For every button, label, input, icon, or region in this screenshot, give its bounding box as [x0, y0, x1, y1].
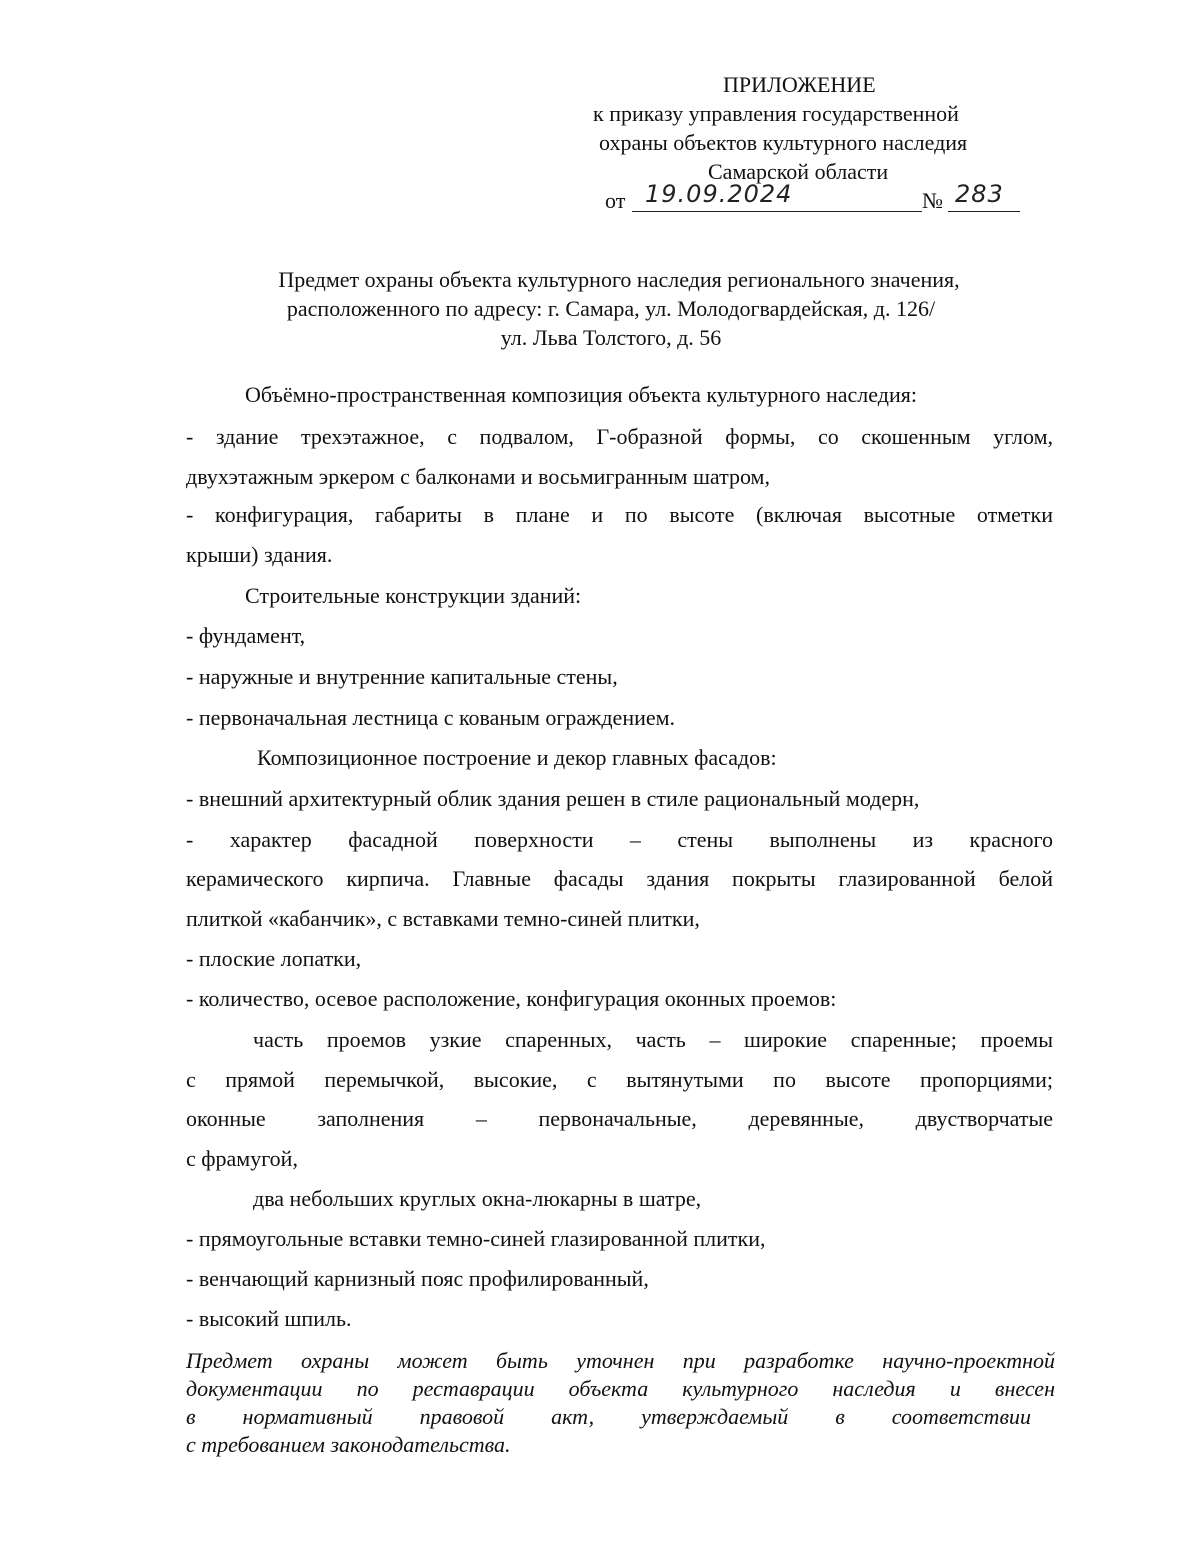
list-item: - фундамент, — [186, 623, 306, 648]
body-line: крыши) здания. — [186, 542, 333, 567]
list-item: - высокий шпиль. — [186, 1306, 352, 1331]
note-line: в нормативный правовой акт, утверждаемый в соответствии — [186, 1404, 1031, 1429]
appendix-line-1: к приказу управления государственной — [593, 101, 959, 126]
body-line: часть проемов узкие спаренных, часть – широкие спаренные; проемы — [253, 1027, 1053, 1052]
date-prefix: от — [605, 188, 626, 213]
body-line: керамического кирпича. Главные фасады здания покрыты глазированной белой — [186, 866, 1053, 891]
body-line: плиткой «кабанчик», с вставками темно-синей плитки, — [186, 906, 700, 931]
handwritten-date: 19.09.2024 — [645, 180, 793, 208]
number-underline — [948, 211, 1020, 212]
note-line: Предмет охраны может быть уточнен при разработке научно-проектной — [186, 1348, 1055, 1373]
appendix-title: ПРИЛОЖЕНИЕ — [723, 72, 876, 97]
body-line: двухэтажным эркером с балконами и восьмигранным шатром, — [186, 464, 770, 489]
body-line: с фрамугой, — [186, 1146, 298, 1171]
body-line: два небольших круглых окна-люкарны в шатре, — [253, 1186, 702, 1211]
list-item: - плоские лопатки, — [186, 946, 362, 971]
list-item: - наружные и внутренние капитальные стены, — [186, 664, 618, 689]
list-item: - прямоугольные вставки темно-синей глазированной плитки, — [186, 1226, 766, 1251]
body-line: - конфигурация, габариты в плане и по высоте (включая высотные отметки — [186, 502, 1053, 527]
body-line: оконные заполнения – первоначальные, деревянные, двустворчатые — [186, 1106, 1053, 1131]
date-underline — [632, 211, 922, 212]
subject-line-1: Предмет охраны объекта культурного наследия регионального значения, — [278, 267, 960, 292]
section-heading-volume: Объёмно-пространственная композиция объекта культурного наследия: — [245, 382, 917, 407]
body-line: - характер фасадной поверхности – стены выполнены из красного — [186, 827, 1053, 852]
note-line: с требованием законодательства. — [186, 1432, 511, 1457]
appendix-line-3: Самарской области — [708, 159, 889, 184]
section-heading-facades: Композиционное построение и декор главных фасадов: — [257, 745, 777, 770]
note-line: документации по реставрации объекта культурного наследия и внесен — [186, 1376, 1055, 1401]
body-line: - здание трехэтажное, с подвалом, Г-образной формы, со скошенным углом, — [186, 424, 1053, 449]
subject-line-2: расположенного по адресу: г. Самара, ул. Молодогвардейская, д. 126/ — [286, 296, 936, 321]
list-item: - венчающий карнизный пояс профилированный, — [186, 1266, 649, 1291]
handwritten-number: 283 — [955, 180, 1004, 208]
body-line: с прямой перемычкой, высокие, с вытянутыми по высоте пропорциями; — [186, 1067, 1053, 1092]
subject-line-3: ул. Льва Толстого, д. 56 — [500, 325, 722, 350]
number-prefix: № — [922, 188, 943, 213]
list-item: - первоначальная лестница с кованым ограждением. — [186, 705, 676, 730]
list-item: - внешний архитектурный облик здания решен в стиле рациональный модерн, — [186, 786, 920, 811]
section-heading-structures: Строительные конструкции зданий: — [245, 583, 582, 608]
appendix-line-2: охраны объектов культурного наследия — [599, 130, 968, 155]
list-item: - количество, осевое расположение, конфигурация оконных проемов: — [186, 986, 837, 1011]
